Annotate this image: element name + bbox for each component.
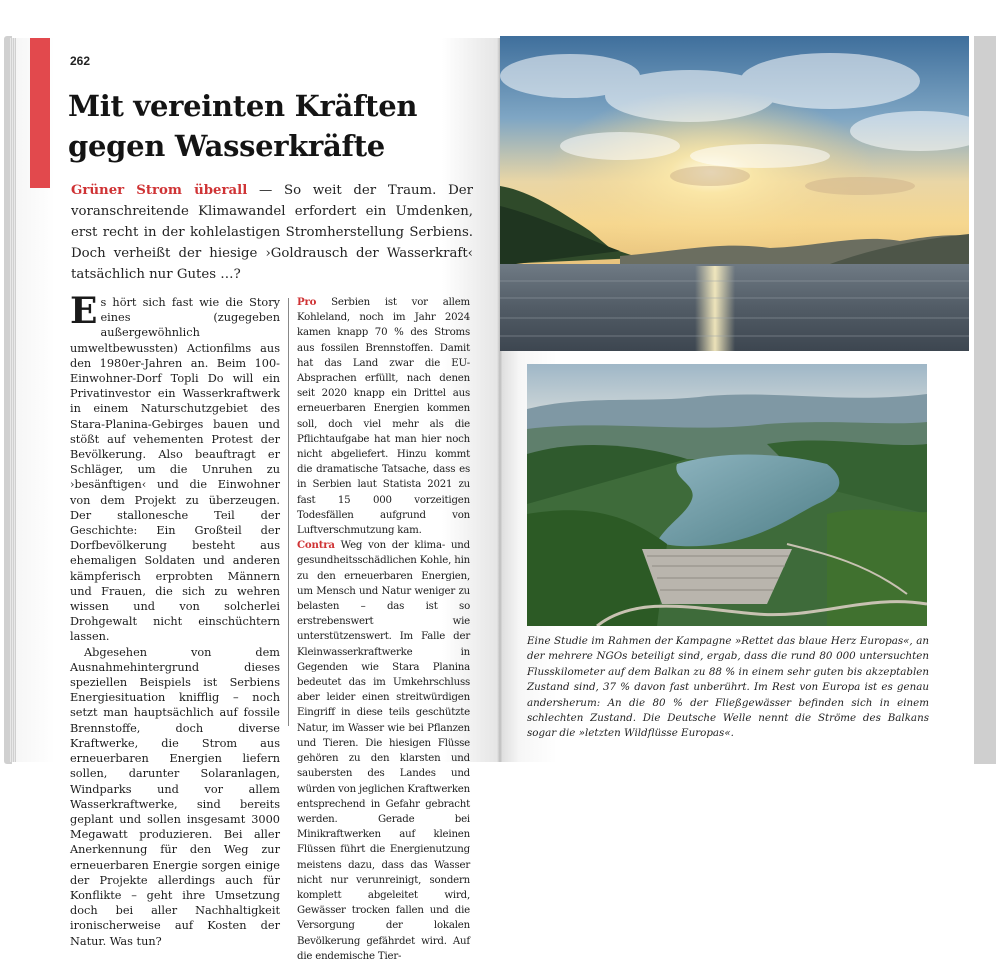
contra-text: Weg von der klima- und gesundheitsschädlichen Kohle, hin zu den erneuerbaren Energien, um Mensch und Natur weniger zu belasten – das ist so erstrebenswert wie unterstützenswert. Im Falle der Kleinwasserkraftwerke in Gegenden wie Stara Planina bedeutet das im Umkehrschluss aber leider einen streitwürdigen Eingriff in diese teils geschützte Natur, im Wasser wie bei Pflanzen und Tieren. Die hiesigen Flüsse gehören zu den klarsten und saubersten des Landes und würden von jeglichen Kraftwerken entsprechend in Gefahr gebracht werden. Gerade bei Minikraftwerken auf kleinen Flüssen führt die Energienutzung meistens dazu, dass das Wasser nicht nur verunreinigt, sondern komplett abgeleitet wird, Gewässer trocken fallen und die Versorgung der lokalen Bevölkerung gefährdet wird. Auf die endemische Tier- xyxy=(297,540,470,962)
red-accent-bar xyxy=(30,38,50,188)
sunset-lake-photo xyxy=(500,36,969,351)
pro-paragraph xyxy=(297,295,470,538)
reservoir-dam-aerial-photo xyxy=(527,364,927,626)
title-line-1: Mit vereinten Kräften xyxy=(68,89,418,123)
book-cover-right xyxy=(974,36,996,764)
photo-caption: Eine Studie im Rahmen der Kampagne »Rettet das blaue Herz Europas«, an der mehrere NGOs beteiligt sind, ergab, dass die rund 80 000 untersuchten Flusskilometer auf dem Balkan zu 88 % in einem sehr guten bis akzeptablen Zustand sind, 37 % davon fast unberührt. Im Rest von Europa ist es genau andersherum: An die 80 % der Fließgewässer befinden sich in einem schlechten Zustand. Die Deutsche Welle nennt die Ströme des Balkans sogar die »letzten Wildflüsse Europas«. xyxy=(527,635,929,740)
drop-cap: E xyxy=(70,290,98,332)
reservoir-dam-image xyxy=(527,364,927,626)
contra-label: Contra xyxy=(297,539,335,552)
article-title xyxy=(68,86,478,166)
para-1-text: s hört sich fast wie die Story eines (zugegeben außergewöhnlich umweltbewussten) Actionfilms aus den 1980er-Jahren an. Beim 100-Einwohner-Dorf Topli Do will ein Privatinvestor ein Wasserkraftwerk in einem Naturschutzgebiet des Stara-Planina-Gebirges bauen und stößt auf vehementen Protest der Bevölkerung. Also beauftragt er Schläger, um die Unruhen zu ›besänftigen‹ und die Einwohner von dem Projekt zu überzeugen. Der stallonesche Teil der Geschichte: Ein Großteil der Dorfbevölkerung besteht aus ehemaligen Soldaten und anderen kämpferisch erprobten Männern und Frauen, die sich zu wehren wissen und von solcherlei Drohgewalt nicht einschüchtern lassen. xyxy=(70,296,280,644)
body-column-left xyxy=(70,290,280,949)
body-paragraph-2: Abgesehen von dem Ausnahmehintergrund dieses speziellen Beispiels ist Serbiens Energiesituation knifflig – noch setzt man hauptsächlich auf fossile Brennstoffe, doch diverse Kraftwerke, die Strom aus erneuerbaren Energien liefern sollen, darunter Solaranlagen, Windparks und vor allem Wasserkraftwerke, sind bereits geplant und sollen insgesamt 3000 Megawatt produzieren. Bei aller Anerkennung für den Weg zur erneuerbaren Energie sorgen einige der Projekte allerdings auch für Konflikte – geht ihre Umsetzung doch bei aller Nachhaltigkeit ironischerweise auf Kosten der Natur. Was tun? xyxy=(70,645,280,948)
intro-lead: Grüner Strom überall xyxy=(71,183,248,198)
pro-text: Serbien ist vor allem Kohleland, noch im Jahr 2024 kamen knapp 70 % des Stroms aus fossilen Brennstoffen. Damit hat das Land zwar die EU-Absprachen erfüllt, nach denen seit 2020 knapp ein Drittel aus erneuerbaren Energien kommen soll, doch viel mehr als die Pflichtaufgabe hat man hier noch nicht abgeliefert. Hinzu kommt die dramatische Tatsache, dass es in Serbien laut Statista 2021 zu fast 15 000 vorzeitigen Todesfällen aufgrund von Luftverschmutzung kam. xyxy=(297,297,470,537)
article-intro xyxy=(71,180,473,285)
page-number: 262 xyxy=(70,54,91,68)
column-divider xyxy=(288,298,289,726)
pro-label: Pro xyxy=(297,296,317,308)
title-line-2: gegen Wasserkräfte xyxy=(68,129,385,163)
sunset-lake-image xyxy=(500,36,969,351)
contra-paragraph xyxy=(297,538,470,964)
body-column-right xyxy=(297,295,470,964)
intro-text: — So weit der Traum. Der voranschreitende Klimawandel erfordert ein Umdenken, erst recht in der kohlelastigen Stromherstellung Serbiens. Doch verheißt der hiesige ›Goldrausch der Wasserkraft‹ tatsächlich nur Gutes …? xyxy=(71,183,473,282)
body-paragraph-1 xyxy=(70,290,280,645)
